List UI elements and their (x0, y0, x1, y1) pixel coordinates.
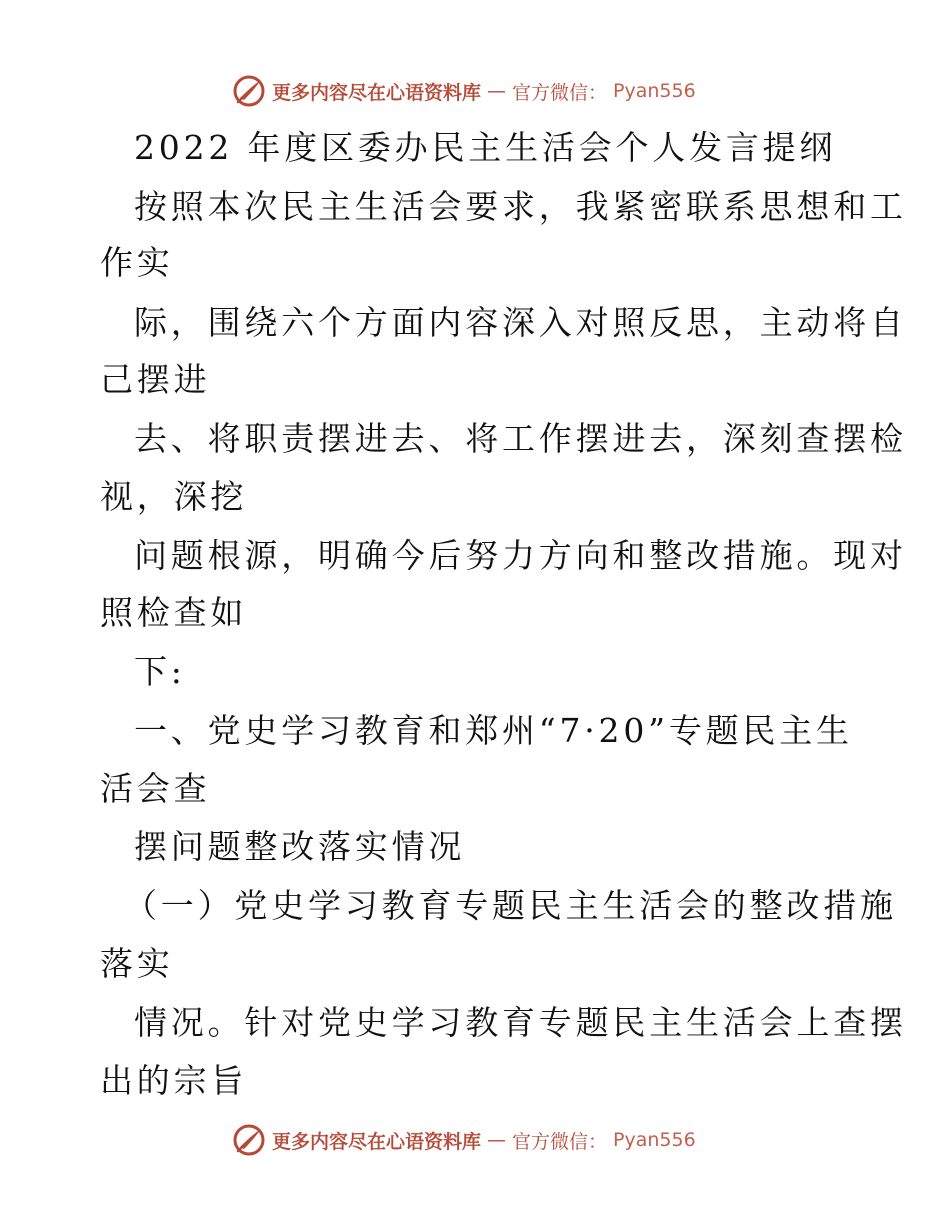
watermark-official-label: 官方微信： (512, 1130, 608, 1153)
paragraph-line: 出的宗旨 (100, 1061, 248, 1100)
watermark-dash: — (487, 1129, 507, 1151)
paragraph-line: 照检查如 (100, 593, 248, 632)
paragraph-line: 际，围绕六个方面内容深入对照反思，主动将自 (134, 303, 907, 342)
paragraph-line: 情况。针对党史学习教育专题民主生活会上查摆 (134, 1003, 907, 1042)
watermark-main-text: 更多内容尽在心语资料库 (272, 1130, 482, 1153)
subsection-heading: 落实 (100, 944, 174, 983)
watermark-header (232, 72, 696, 110)
section-heading: 摆问题整改落实情况 (134, 827, 466, 866)
watermark-wechat-id: Pyan556 (613, 1129, 696, 1151)
paragraph-line: 按照本次民主生活会要求，我紧密联系思想和工 (134, 187, 907, 226)
paragraph-line: 下: (134, 652, 186, 691)
quill-logo-icon (232, 1123, 266, 1157)
paragraph-line: 作实 (100, 243, 174, 282)
subsection-heading: （一）党史学习教育专题民主生活会的整改措施 (124, 886, 897, 925)
section-heading: 一、党史学习教育和郑州“7·20”专题民主生 (134, 711, 853, 750)
watermark-main-text: 更多内容尽在心语资料库 (272, 81, 482, 104)
paragraph-line: 问题根源，明确今后努力方向和整改措施。现对 (134, 536, 907, 575)
watermark-footer (232, 1121, 696, 1159)
watermark-wechat-id: Pyan556 (613, 80, 696, 102)
watermark-official-label: 官方微信： (512, 81, 608, 104)
document-title: 2022 年度区委办民主生活会个人发言提纲 (134, 128, 837, 167)
section-heading: 活会查 (100, 769, 211, 808)
quill-logo-icon (232, 74, 266, 108)
paragraph-line: 视，深挖 (100, 477, 248, 516)
watermark-dash: — (487, 80, 507, 102)
paragraph-line: 己摆进 (100, 360, 211, 399)
paragraph-line: 去、将职责摆进去、将工作摆进去，深刻查摆检 (134, 419, 907, 458)
